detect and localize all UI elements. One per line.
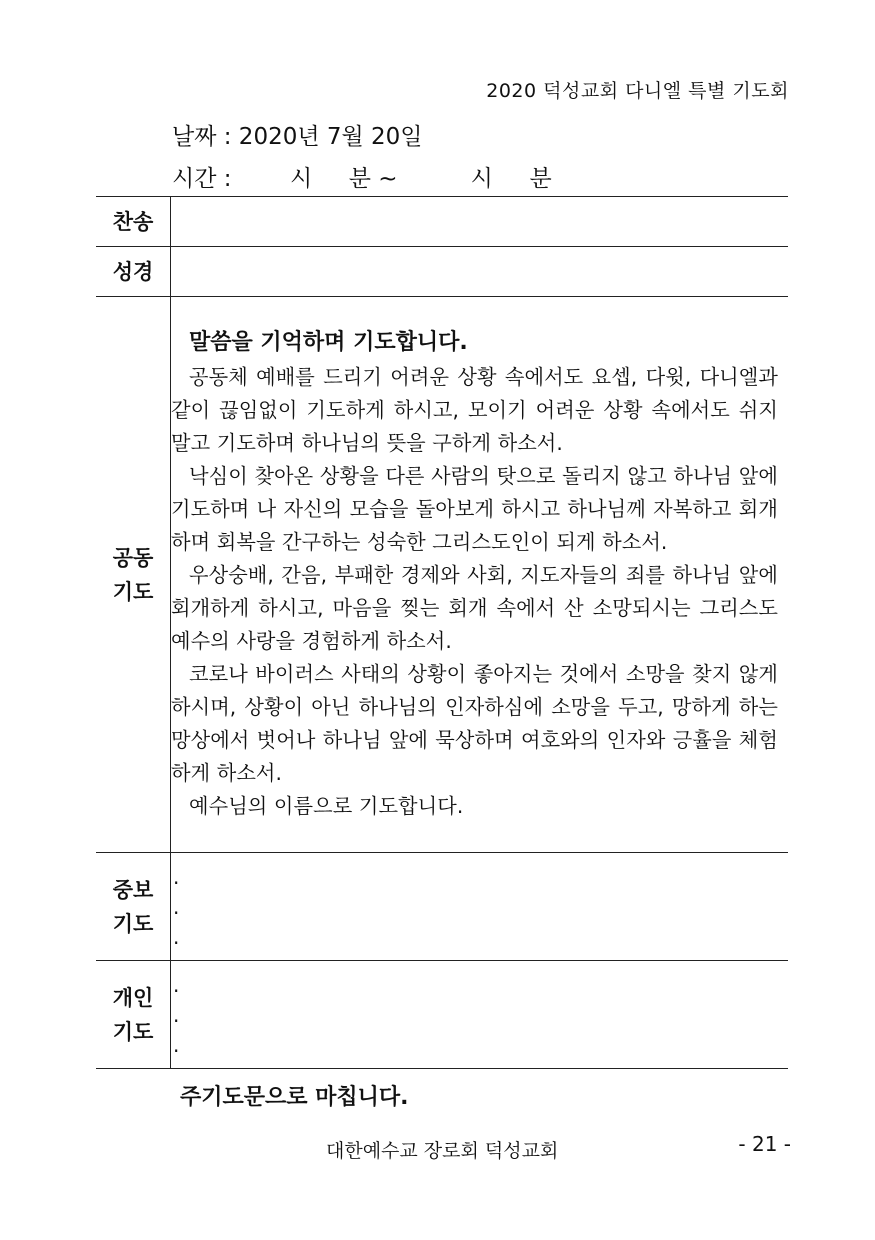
prayer-paragraph-3: 우상숭배, 간음, 부패한 경제와 사회, 지도자들의 죄를 하나님 앞에 회개하게 하시고, 마음을 찢는 회개 속에서 산 소망되시는 그리스도 예수의 사랑을 경험하게 하소서. <box>171 563 778 653</box>
common-prayer-content <box>171 297 789 853</box>
common-prayer-heading: 말씀을 기억하며 기도합니다. <box>189 330 468 355</box>
intercession-row <box>96 853 788 961</box>
prayer-paragraph-5: 예수님의 이름으로 기도합니다. <box>189 794 464 818</box>
common-prayer-label-line1: 공동 <box>112 545 154 570</box>
personal-item-1: . <box>173 972 180 997</box>
date-line: 날짜 : 2020년 7월 20일 <box>172 124 423 150</box>
intercession-label <box>96 853 171 961</box>
intercession-label-line2: 기도 <box>112 911 154 936</box>
footer-organization: 대한예수교 장로회 덕성교회 <box>326 1140 559 1162</box>
common-prayer-label-line2: 기도 <box>112 579 154 604</box>
intercession-content <box>171 853 789 961</box>
scripture-label: 성경 <box>96 247 171 297</box>
personal-prayer-label <box>96 961 171 1069</box>
scripture-row <box>96 247 788 297</box>
personal-item-2: . <box>173 1002 180 1027</box>
prayer-paragraph-1: 공동체 예배를 드리기 어려운 상황 속에서도 요셉, 다윗, 다니엘과 같이 끊임없이 기도하게 하시고, 모이기 어려운 상황 속에서도 쉬지 말고 기도하며 하나님의 뜻을 구하게 하소서. <box>171 365 778 455</box>
hymn-row <box>96 197 788 247</box>
personal-prayer-row <box>96 961 788 1069</box>
scripture-value <box>171 247 789 297</box>
personal-prayer-label-line1: 개인 <box>112 985 154 1010</box>
intercession-item-2: . <box>173 894 180 919</box>
hymn-value <box>171 197 789 247</box>
common-prayer-label <box>96 297 171 853</box>
personal-prayer-content <box>171 961 789 1069</box>
time-line: 시간 : 시 분 ~ 시 분 <box>172 166 552 192</box>
closing-line: 주기도문으로 마칩니다. <box>180 1085 409 1110</box>
common-prayer-row <box>96 297 788 853</box>
document-header-title: 2020 덕성교회 다니엘 특별 기도회 <box>486 80 789 102</box>
prayer-paragraph-2: 낙심이 찾아온 상황을 다른 사람의 탓으로 돌리지 않고 하나님 앞에 기도하며 나 자신의 모습을 돌아보게 하시고 하나님께 자복하고 회개하며 회복을 간구하는 성숙한 그리스도인이 되게 하소서. <box>171 464 778 554</box>
intercession-item-3: . <box>173 924 180 949</box>
prayer-paragraph-4: 코로나 바이러스 사태의 상황이 좋아지는 것에서 소망을 찾지 않게 하시며, 상황이 아닌 하나님의 인자하심에 소망을 두고, 망하게 하는 망상에서 벗어나 하나님 앞에 묵상하며 여호와의 인자와 긍휼을 체험하게 하소서. <box>171 662 778 785</box>
hymn-label: 찬송 <box>96 197 171 247</box>
page-number: - 21 - <box>738 1132 791 1156</box>
intercession-label-line1: 중보 <box>112 877 154 902</box>
intercession-item-1: . <box>173 864 180 889</box>
personal-item-3: . <box>173 1032 180 1057</box>
personal-prayer-label-line2: 기도 <box>112 1019 154 1044</box>
prayer-order-table <box>96 196 788 1069</box>
